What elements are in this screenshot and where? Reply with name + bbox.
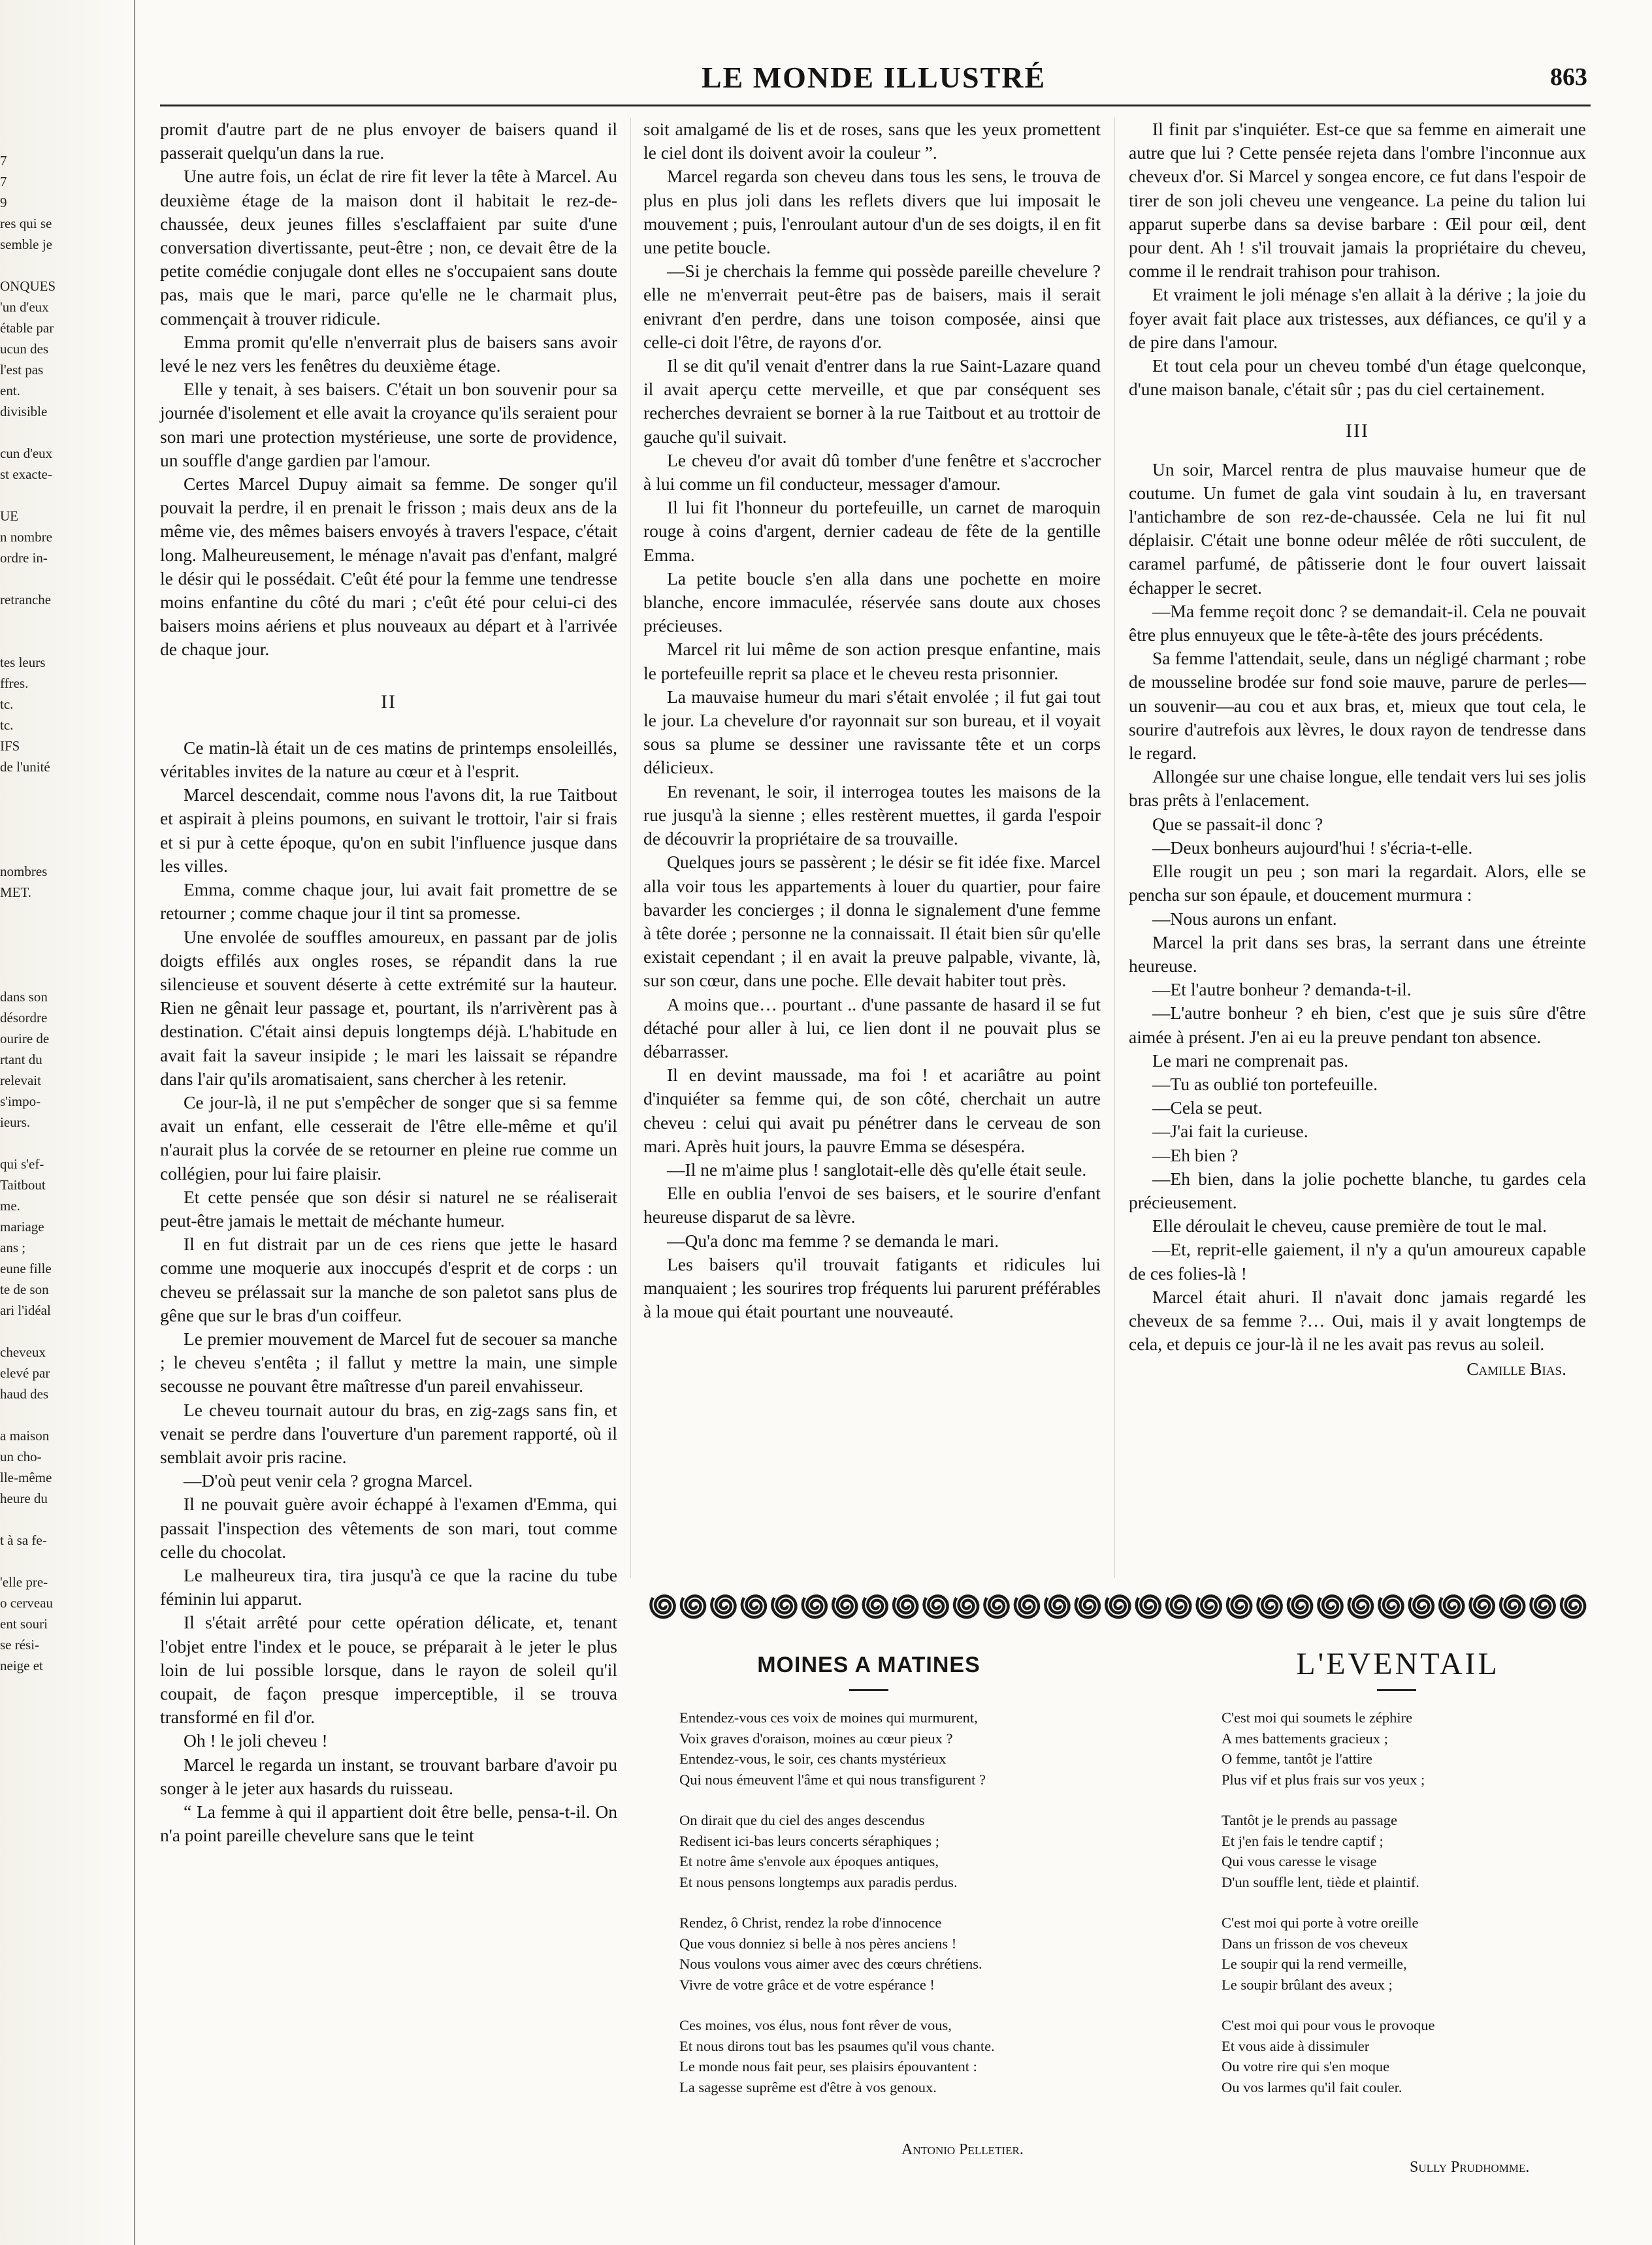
- strip-line: MET.: [0, 884, 32, 900]
- strip-line: [0, 255, 124, 276]
- paragraph: Il se dit qu'il venait d'entrer dans la rue Saint-Lazare quand il avait aperçu cette merveille, et que par conséquent ses recherches devraient se borner à la rue Taitbout et au trottoir de gauche qu'il suivait.: [643, 355, 1101, 447]
- spiral-mark: [864, 1596, 887, 1617]
- strip-line: se rési-: [0, 1637, 40, 1653]
- verse-line: Qui nous émeuvent l'âme et qui nous transfigurent ?: [679, 1771, 986, 1788]
- column-divider: [630, 118, 631, 1578]
- paragraph: Le mari ne comprenait pas.: [1152, 1050, 1349, 1071]
- strip-line: cheveux: [0, 1344, 46, 1360]
- spiral-mark: [803, 1596, 826, 1617]
- paragraph: —L'autre bonheur ? eh bien, c'est que je suis sûre d'être aimée à présent. J'en ai eu la preuve pendant ton absence.: [1129, 1003, 1586, 1047]
- poem-eventail: [1222, 1707, 1587, 2118]
- verse-line: Vivre de votre grâce et de votre espérance !: [679, 1976, 935, 1993]
- verse-line: Ces moines, vos élus, nous font rêver de vous,: [679, 2017, 952, 2033]
- verse-line: Et nous pensons longtemps aux paradis perdus.: [679, 1873, 958, 1890]
- paragraph: Et tout cela pour un cheveu tombé d'un étage quelconque, d'une maison banale, c'était sûr ; pas du ciel certainement.: [1129, 355, 1586, 400]
- poem-title-eventail: L'EVENTAIL: [1296, 1647, 1500, 1681]
- paragraph: Il en fut distrait par un de ces riens que jette le hasard comme une moquerie aux inoccupés d'esprit et de corps : un cheveu se prélassait sur la manche de son paletot sans plus de gêne que sur le bras d'un coiffeur.: [160, 1234, 617, 1325]
- strip-line: 'un d'eux: [0, 299, 49, 315]
- strip-line: heure du: [0, 1491, 48, 1506]
- spiral-mark: [954, 1596, 978, 1617]
- strip-line: mariage: [0, 1219, 44, 1235]
- strip-line: [0, 610, 124, 631]
- paragraph: A moins que… pourtant .. d'une passante de hasard il se fut détaché pour aller à lui, ce lien dont il ne pouvait plus se débarrasser.: [643, 993, 1101, 1061]
- spiral-mark: [1137, 1596, 1160, 1617]
- spiral-mark: [833, 1596, 856, 1617]
- running-header: [160, 60, 1587, 99]
- paragraph: Et vraiment le joli ménage s'en allait à la dérive ; la joie du foyer avait fait place aux tristesses, aux défiances, ce qu'il y a de pire dans l'amour.: [1129, 284, 1586, 352]
- stanza: [679, 2015, 1137, 2097]
- strip-line: ffres.: [0, 675, 29, 691]
- spiral-mark: [651, 1596, 674, 1617]
- strip-line: [0, 777, 124, 798]
- strip-line: dans son: [0, 989, 48, 1005]
- strip-line: étable par: [0, 320, 54, 336]
- strip-line: [0, 1404, 124, 1425]
- strip-line: 7: [0, 174, 7, 189]
- verse-line: Ou vos larmes qu'il fait couler.: [1222, 2078, 1402, 2095]
- verse-line: Que vous donniez si belle à nos pères anciens !: [679, 1935, 957, 1952]
- strip-line: t à sa fe-: [0, 1532, 47, 1548]
- paragraph: Quelques jours se passèrent ; le désir se fit idée fixe. Marcel alla voir tous les appartements à louer du quartier, pour faire bavarder les concierges ; il donna le signalement d'une femme à tête dorée ; personne ne la connaissait. Il était bien sûr qu'elle existait cependant ; il en avait la preuve palpable, vivante, là, sur son cœur, dans une poche. Elle devait habiter tout près.: [643, 852, 1101, 991]
- strip-line: Taitbout: [0, 1177, 46, 1193]
- spiral-ornament-band: [649, 1583, 1589, 1628]
- verse-line: Le soupir brûlant des aveux ;: [1222, 1976, 1393, 1993]
- section-heading-3: III: [1346, 420, 1369, 442]
- paragraph: Marcel le regarda un instant, se trouvant barbare d'avoir pu songer à le jeter aux hasards du ruisseau.: [160, 1754, 617, 1798]
- paragraph: Il finit par s'inquiéter. Est-ce que sa femme en aimerait une autre que lui ? Cette pensée rejeta dans l'ombre l'inconnue aux cheveux d'or. Si Marcel y songea encore, ce fut dans l'espoir de tirer de son joli cheveu une vengeance. La peine du talion lui apparut superbe dans sa devise barbare : Œil pour œil, dent pour dent. Ah ! s'il trouvait jamais la propriétaire du cheveu, comme il le rendrait trahison pour trahison.: [1129, 119, 1586, 282]
- verse-line: Le soupir qui la rend vermeille,: [1222, 1956, 1407, 1972]
- strip-line: neige et: [0, 1658, 43, 1673]
- column-divider: [1114, 118, 1115, 1578]
- verse-line: C'est moi qui pour vous le provoque: [1222, 2017, 1435, 2033]
- paragraph: —Cela se peut.: [1152, 1097, 1263, 1118]
- paragraph: Sa femme l'attendait, seule, dans un négligé charmant ; robe de mousseline brodée sur fond soie mauve, parure de perles—un souvenir—au cou et aux bras, et, mieux que tout cela, le sourire d'autrefois aux lèvres, le doux rayon de tendresse dans le regard.: [1129, 648, 1586, 764]
- strip-line: elevé par: [0, 1365, 50, 1381]
- strip-line: [0, 1551, 124, 1572]
- header-rule: [160, 105, 1591, 106]
- paragraph: Que se passait-il donc ?: [1152, 813, 1323, 834]
- paragraph: Il lui fit l'honneur du portefeuille, un carnet de maroquin rouge à coins d'argent, dernier cadeau de fête de la gentille Emma.: [643, 497, 1101, 565]
- stanza: [1222, 1810, 1587, 1892]
- strip-line: tes leurs: [0, 654, 46, 670]
- strip-line: ONQUES: [0, 278, 56, 294]
- paragraph: Il ne pouvait guère avoir échappé à l'examen d'Emma, qui passait l'inspection des vêtements de son mari, tout comme celle du chocolat.: [160, 1494, 617, 1562]
- spiral-mark: [1561, 1596, 1585, 1617]
- paragraph: Un soir, Marcel rentra de plus mauvaise humeur que de coutume. Un fumet de gala vint soudain à lu, en traversant l'antichambre de son rez-de-chaussée. Cela ne lui fit nul déplaisir. C'était une bonne odeur mêlée de rôti succulent, de caramel parfumé, de pâtisserie dont le four ouvert laissait échapper le secret.: [1129, 459, 1586, 598]
- strip-line: a maison: [0, 1428, 50, 1444]
- strip-line: ourire de: [0, 1031, 50, 1046]
- stanza: [679, 1810, 1137, 1892]
- strip-line: [0, 1133, 124, 1154]
- paragraph: Allongée sur une chaise longue, elle tendait vers lui ses jolis bras prêts à l'enlacement.: [1129, 766, 1586, 811]
- paragraph: —Nous aurons un enfant.: [1152, 908, 1337, 929]
- paragraph: —Deux bonheurs aujourd'hui ! s'écria-t-elle.: [1152, 837, 1473, 858]
- paragraph: —Eh bien ?: [1152, 1144, 1239, 1165]
- paragraph: Elle y tenait, à ses baisers. C'était un bon souvenir pour sa journée d'isolement et elle avait la croyance qu'ils seraient pour son mari une protection mystérieuse, une sorte de providence, un souffle d'ange gardien par l'amour.: [160, 379, 617, 470]
- strip-line: nombres: [0, 864, 48, 879]
- spiral-mark: [924, 1596, 948, 1617]
- paragraph: Ce jour-là, il ne put s'empêcher de songer que si sa femme avait un enfant, elle cesserait de l'être elle-même et qu'il n'aurait plus la corvée de se retourner en pleine rue comme un collégien, pour lui faire plaisir.: [160, 1091, 617, 1184]
- paragraph: Le malheureux tira, tira jusqu'à ce que la racine du tube féminin lui apparut.: [160, 1564, 617, 1609]
- paragraph: Elle rougit un peu ; son mari la regardait. Alors, elle se pencha sur son épaule, et doucement murmura :: [1129, 861, 1586, 905]
- strip-line: retranche: [0, 592, 52, 607]
- paragraph: En revenant, le soir, il interrogea toutes les maisons de la rue jusqu'à la sienne ; elles restèrent muettes, il garda l'espoir de découvrir la propriétaire de sa trouvaille.: [643, 781, 1101, 849]
- paragraph: Les baisers qu'il trouvait fatigants et ridicules lui manquaient ; les sourires trop fréquents lui parurent préférables à la moue qui était pourtant une nouveauté.: [643, 1253, 1101, 1322]
- spiral-mark: [1440, 1596, 1463, 1617]
- strip-line: o cerveau: [0, 1595, 54, 1611]
- verse-line: Nous voulons vous aimer avec des cœurs chrétiens.: [679, 1956, 982, 1972]
- paragraph: Marcel regarda son cheveu dans tous les sens, le trouva de plus en plus joli dans les reflets divers que lui imposait le mouvement ; puis, l'enroulant autour d'un de ses doigts, il en fit une petite boucle.: [643, 166, 1101, 258]
- strip-line: [0, 903, 124, 924]
- verse-line: Qui vous caresse le visage: [1222, 1853, 1377, 1869]
- verse-line: Rendez, ô Christ, rendez la robe d'innocence: [679, 1914, 942, 1931]
- spiral-mark: [711, 1596, 735, 1617]
- strip-line: [0, 422, 124, 443]
- paragraph: —Eh bien, dans la jolie pochette blanche, tu gardes cela précieusement.: [1129, 1168, 1586, 1212]
- verse-line: Ou votre rire qui s'en moque: [1222, 2058, 1390, 2075]
- poem-signature-pelletier: Antonio Pelletier.: [901, 2141, 1024, 2158]
- spiral-mark: [1379, 1596, 1402, 1617]
- spiral-mark: [1318, 1596, 1342, 1617]
- verse-line: Dans un frisson de vos cheveux: [1222, 1935, 1408, 1952]
- strip-line: relevait: [0, 1073, 41, 1088]
- spiral-mark: [1349, 1596, 1372, 1617]
- paragraph: La mauvaise humeur du mari s'était envolée ; il fut gai tout le jour. La chevelure d'or rayonnait sur son bureau, et il voyait sous sa plume se dessiner une ravissante tête et un corps délicieux.: [643, 686, 1101, 778]
- strip-line: [0, 819, 124, 840]
- paragraph: promit d'autre part de ne plus envoyer de baisers quand il passerait quelqu'un dans la rue.: [160, 119, 617, 163]
- strip-line: [0, 1321, 124, 1342]
- strip-line: un cho-: [0, 1449, 42, 1464]
- paragraph: soit amalgamé de lis et de roses, sans que les yeux promettent le ciel dont ils doivent avoir la couleur ”.: [643, 119, 1101, 163]
- paragraph: La petite boucle s'en alla dans une pochette en moire blanche, encore immaculée, réservée sans doute aux choses précieuses.: [643, 568, 1101, 636]
- verse-line: Et notre âme s'envole aux époques antiques,: [679, 1853, 939, 1869]
- spiral-mark: [1258, 1596, 1282, 1617]
- strip-line: haud des: [0, 1386, 49, 1402]
- strip-line: IFS: [0, 738, 20, 754]
- poem-title-moines: MOINES A MATINES: [757, 1653, 980, 1677]
- verse-line: Voix graves d'oraison, moines au cœur pieux ?: [679, 1730, 953, 1747]
- verse-line: C'est moi qui soumets le zéphire: [1222, 1709, 1413, 1726]
- stanza: [679, 1913, 1137, 1995]
- paragraph: —Il ne m'aime plus ! sanglotait-elle dès qu'elle était seule.: [667, 1159, 1087, 1180]
- spiral-mark: [772, 1596, 796, 1617]
- strip-line: de l'unité: [0, 759, 50, 775]
- spiral-mark: [1076, 1596, 1099, 1617]
- paragraph: “ La femme à qui il appartient doit être belle, pensa-t-il. On n'a point pareille chevelure sans que le teint: [160, 1801, 617, 1846]
- strip-line: ordre in-: [0, 550, 48, 566]
- column-1: [160, 118, 617, 1847]
- strip-line: ari l'idéal: [0, 1302, 51, 1318]
- strip-line: eune fille: [0, 1261, 52, 1276]
- title-dash: [849, 1689, 888, 1691]
- verse-line: Le monde nous fait peur, ses plaisirs épouvantent :: [679, 2058, 977, 2075]
- paragraph: Marcel était ahuri. Il n'avait donc jamais regardé les cheveux de sa femme ?… Oui, mais il y avait longtemps de cela, et depuis ce jour-là il ne les avait pas revus au soleil.: [1129, 1286, 1586, 1355]
- spiral-mark: [1531, 1596, 1555, 1617]
- strip-line: l'est pas: [0, 362, 44, 378]
- verse-line: Redisent ici-bas leurs concerts séraphiques ;: [679, 1832, 940, 1849]
- paragraph: —Tu as oublié ton portefeuille.: [1152, 1073, 1378, 1094]
- paragraph: Marcel la prit dans ses bras, la serrant dans une étreinte heureuse.: [1129, 931, 1586, 976]
- strip-line: ieurs.: [0, 1114, 31, 1130]
- paragraph: —Ma femme reçoit donc ? se demandait-il. Cela ne pouvait être plus ennuyeux que le tête-à-tête des jours précédents.: [1129, 600, 1586, 645]
- strip-line: [0, 945, 124, 965]
- paragraph: —Si je cherchais la femme qui possède pareille chevelure ? elle ne m'enverrait peut-être pas de baisers, mais il serait enivrant d'en perdre, dans une toison composée, ainsi que celle-ci doit l'être, de rayons d'or.: [643, 261, 1101, 352]
- strip-line: tc.: [0, 696, 14, 712]
- strip-line: 'elle pre-: [0, 1574, 48, 1590]
- paragraph: Emma, comme chaque jour, lui avait fait promettre de se retourner ; comme chaque jour il tint sa promesse.: [160, 879, 617, 924]
- paragraph: Une envolée de souffles amoureux, en passant par de jolis doigts effilés aux ongles roses, se répandit dans la rue silencieuse et souvent déserte à cette extrémité sur la hauteur. Rien ne gênait leur passage et, pourtant, ils n'arrivèrent pas à destination. C'était ainsi depuis longtemps déjà. L'habitude en avait fait la saveur insipide ; le mari les laissait se répandre dans l'air qu'ils aromatisaient, sans chercher à les retenir.: [160, 926, 617, 1089]
- verse-line: Et nous dirons tout bas les psaumes qu'il vous chante.: [679, 2037, 995, 2054]
- strip-line: ent.: [0, 383, 20, 398]
- spiral-mark: [894, 1596, 917, 1617]
- verse-line: C'est moi qui porte à votre oreille: [1222, 1914, 1419, 1931]
- stanza: [679, 1707, 1137, 1790]
- strip-line: [0, 798, 124, 819]
- previous-page-strip: [0, 0, 131, 2245]
- strip-line: 9: [0, 195, 7, 210]
- story-signature: Camille Bias.: [1466, 1359, 1566, 1380]
- strip-line: [0, 631, 124, 652]
- paragraph: —J'ai fait la curieuse.: [1152, 1121, 1308, 1142]
- spiral-mark: [984, 1596, 1008, 1617]
- strip-line: qui s'ef-: [0, 1156, 44, 1172]
- verse-line: Plus vif et plus frais sur vos yeux ;: [1222, 1771, 1425, 1788]
- strip-line: [0, 965, 124, 986]
- strip-line: n nombre: [0, 529, 52, 545]
- verse-line: La sagesse suprême est d'être à vos genoux.: [679, 2078, 937, 2095]
- paragraph: Le cheveu d'or avait dû tomber d'une fenêtre et s'accrocher à lui comme un fil conducteur, messager d'amour.: [643, 449, 1101, 494]
- paragraph: Une autre fois, un éclat de rire fit lever la tête à Marcel. Au deuxième étage de la maison dont il habitait le rez-de-chaussée, deux jeunes filles s'esclaffaient par suite d'une conversation divertissante, peut-être ; non, ce devait être de la petite comédie conjugale dont elles ne s'occupaient sans doute pas, mais que le mari, parce qu'elle ne le charmait plus, commençait à trouver ridicule.: [160, 166, 617, 329]
- spiral-mark: [1015, 1596, 1039, 1617]
- page-fold: [134, 0, 135, 2245]
- verse-line: On dirait que du ciel des anges descendus: [679, 1812, 925, 1828]
- strip-line: 7: [0, 153, 7, 169]
- spiral-mark: [681, 1596, 705, 1617]
- strip-line: désordre: [0, 1010, 48, 1026]
- spiral-mark: [1106, 1596, 1129, 1617]
- running-title: LE MONDE ILLUSTRÉ: [701, 61, 1046, 94]
- strip-line: lle-même: [0, 1470, 52, 1485]
- column-3: [1129, 118, 1586, 1381]
- strip-line: [0, 924, 124, 945]
- spiral-mark: [1410, 1596, 1433, 1617]
- spiral-mark: [1500, 1596, 1524, 1617]
- strip-line: [0, 840, 124, 861]
- strip-line: UE: [0, 508, 18, 524]
- strip-line: te de son: [0, 1282, 49, 1297]
- strip-line: [0, 1509, 124, 1530]
- strip-line: st exacte-: [0, 466, 52, 482]
- strip-line: semble je: [0, 236, 52, 252]
- title-dash: [1377, 1689, 1416, 1691]
- paragraph: Le premier mouvement de Marcel fut de secouer sa manche ; le cheveu s'entêta ; il fallut y mettre la main, une simple secousse ne pouvant être maîtresse d'un pareil envahisseur.: [160, 1328, 617, 1397]
- strip-line: ent souri: [0, 1616, 48, 1632]
- stanza: [1222, 1913, 1587, 1995]
- previous-page-text: [0, 150, 124, 1676]
- verse-line: Et vous aide à dissimuler: [1222, 2037, 1370, 2054]
- strip-line: cun d'eux: [0, 445, 53, 461]
- verse-line: A mes battements gracieux ;: [1222, 1730, 1388, 1747]
- page-number: 863: [1550, 63, 1587, 91]
- strip-line: [0, 485, 124, 506]
- strip-line: rtant du: [0, 1052, 42, 1067]
- poem-moines-a-matines: [679, 1707, 1137, 2118]
- verse-line: Et j'en fais le tendre captif ;: [1222, 1832, 1384, 1849]
- paragraph: Emma promit qu'elle n'enverrait plus de baisers sans avoir levé le nez vers les fenêtres du deuxième étage.: [160, 331, 617, 376]
- paragraph: Elle déroulait le cheveu, cause première de tout le mal.: [1152, 1216, 1547, 1236]
- spiral-mark: [1045, 1596, 1069, 1617]
- column-2: [643, 118, 1101, 1323]
- verse-line: Tantôt je le prends au passage: [1222, 1812, 1397, 1828]
- paragraph: —Et l'autre bonheur ? demanda-t-il.: [1152, 979, 1412, 1000]
- strip-line: me.: [0, 1198, 20, 1214]
- paragraph: Elle en oublia l'envoi de ses baisers, et le sourire d'enfant heureuse disparut de sa lèvre.: [643, 1183, 1101, 1227]
- paragraph: Oh ! le joli cheveu !: [184, 1730, 328, 1751]
- spiral-mark: [1470, 1596, 1494, 1617]
- strip-line: res qui se: [0, 216, 52, 231]
- verse-line: Entendez-vous, le soir, ces chants mystérieux: [679, 1751, 947, 1767]
- spiral-mark: [1288, 1596, 1312, 1617]
- paragraph: Le cheveu tournait autour du bras, en zig-zags sans fin, et venait se perdre dans l'ouverture d'un parement rapporté, où il semblait avoir pris racine.: [160, 1399, 617, 1467]
- paragraph: —Qu'a donc ma femme ? se demanda le mari.: [667, 1230, 999, 1251]
- paragraph: Marcel rit lui même de son action presque enfantine, mais le portefeuille reprit sa place et le cheveu resta prisonnier.: [643, 639, 1101, 683]
- stanza: [1222, 1707, 1587, 1790]
- poem-signature-prudhomme: Sully Prudhomme.: [1410, 2159, 1530, 2176]
- paragraph: Il s'était arrêté pour cette opération délicate, et, tenant l'objet entre l'index et le pouce, se préparait à le jeter le plus loin de lui possible lorsque, dans le rayon de soleil qu'il coupait, de façon presque imperceptible, il se trouva transformé en fil d'or.: [160, 1612, 617, 1728]
- strip-line: ans ;: [0, 1240, 26, 1255]
- strip-line: tc.: [0, 717, 14, 733]
- spiral-mark: [742, 1596, 766, 1617]
- paragraph: —D'où peut venir cela ? grogna Marcel.: [184, 1470, 473, 1491]
- spiral-mark: [1197, 1596, 1221, 1617]
- strip-line: divisible: [0, 404, 48, 419]
- strip-line: [0, 568, 124, 589]
- paragraph: Certes Marcel Dupuy aimait sa femme. De songer qu'il pouvait la perdre, il en prenait le frisson ; mais deux ans de la même vie, des mêmes baisers envoyés à travers l'espace, c'était long. Malheureusement, le ménage n'avait pas d'enfant, malgré le désir qui le possédait. C'eût été pour la femme une tendresse moins enfantine du côté du mari ; c'eût été pour celui-ci des baisers moins aériens et plus nouveaux au départ et à l'arrivée de chaque jour.: [160, 474, 617, 660]
- paragraph: Marcel descendait, comme nous l'avons dit, la rue Taitbout et aspirait à pleins poumons, en suivant le trottoir, l'air si frais et si pur à cette époque, qu'on en subit l'influence jusque dans les villes.: [160, 784, 617, 876]
- verse-line: Entendez-vous ces voix de moines qui murmurent,: [679, 1709, 978, 1726]
- paragraph: Il en devint maussade, ma foi ! et acariâtre au point d'inquiéter sa femme qui, de son côté, cherchait un autre cheveu : celui qui avait pu pénétrer dans le cerveau de son mari. Après huit jours, la pauvre Emma se désespéra.: [643, 1065, 1101, 1156]
- strip-line: s'impo-: [0, 1093, 41, 1109]
- paragraph: Et cette pensée que son désir si naturel ne se réaliserait peut-être jamais le mettait de méchante humeur.: [160, 1186, 617, 1231]
- paragraph: Ce matin-là était un de ces matins de printemps ensoleillés, véritables invites de la nature au cœur et à l'esprit.: [160, 737, 617, 782]
- section-heading-2: II: [381, 690, 397, 713]
- spiral-mark: [1167, 1596, 1190, 1617]
- paragraph: —Et, reprit-elle gaiement, il n'y a qu'un amoureux capable de ces folies-là !: [1129, 1239, 1586, 1284]
- verse-line: O femme, tantôt je l'attire: [1222, 1751, 1372, 1767]
- verse-line: D'un souffle lent, tiède et plaintif.: [1222, 1873, 1419, 1890]
- strip-line: ucun des: [0, 341, 49, 357]
- stanza: [1222, 2015, 1587, 2097]
- spiral-mark: [1227, 1596, 1251, 1617]
